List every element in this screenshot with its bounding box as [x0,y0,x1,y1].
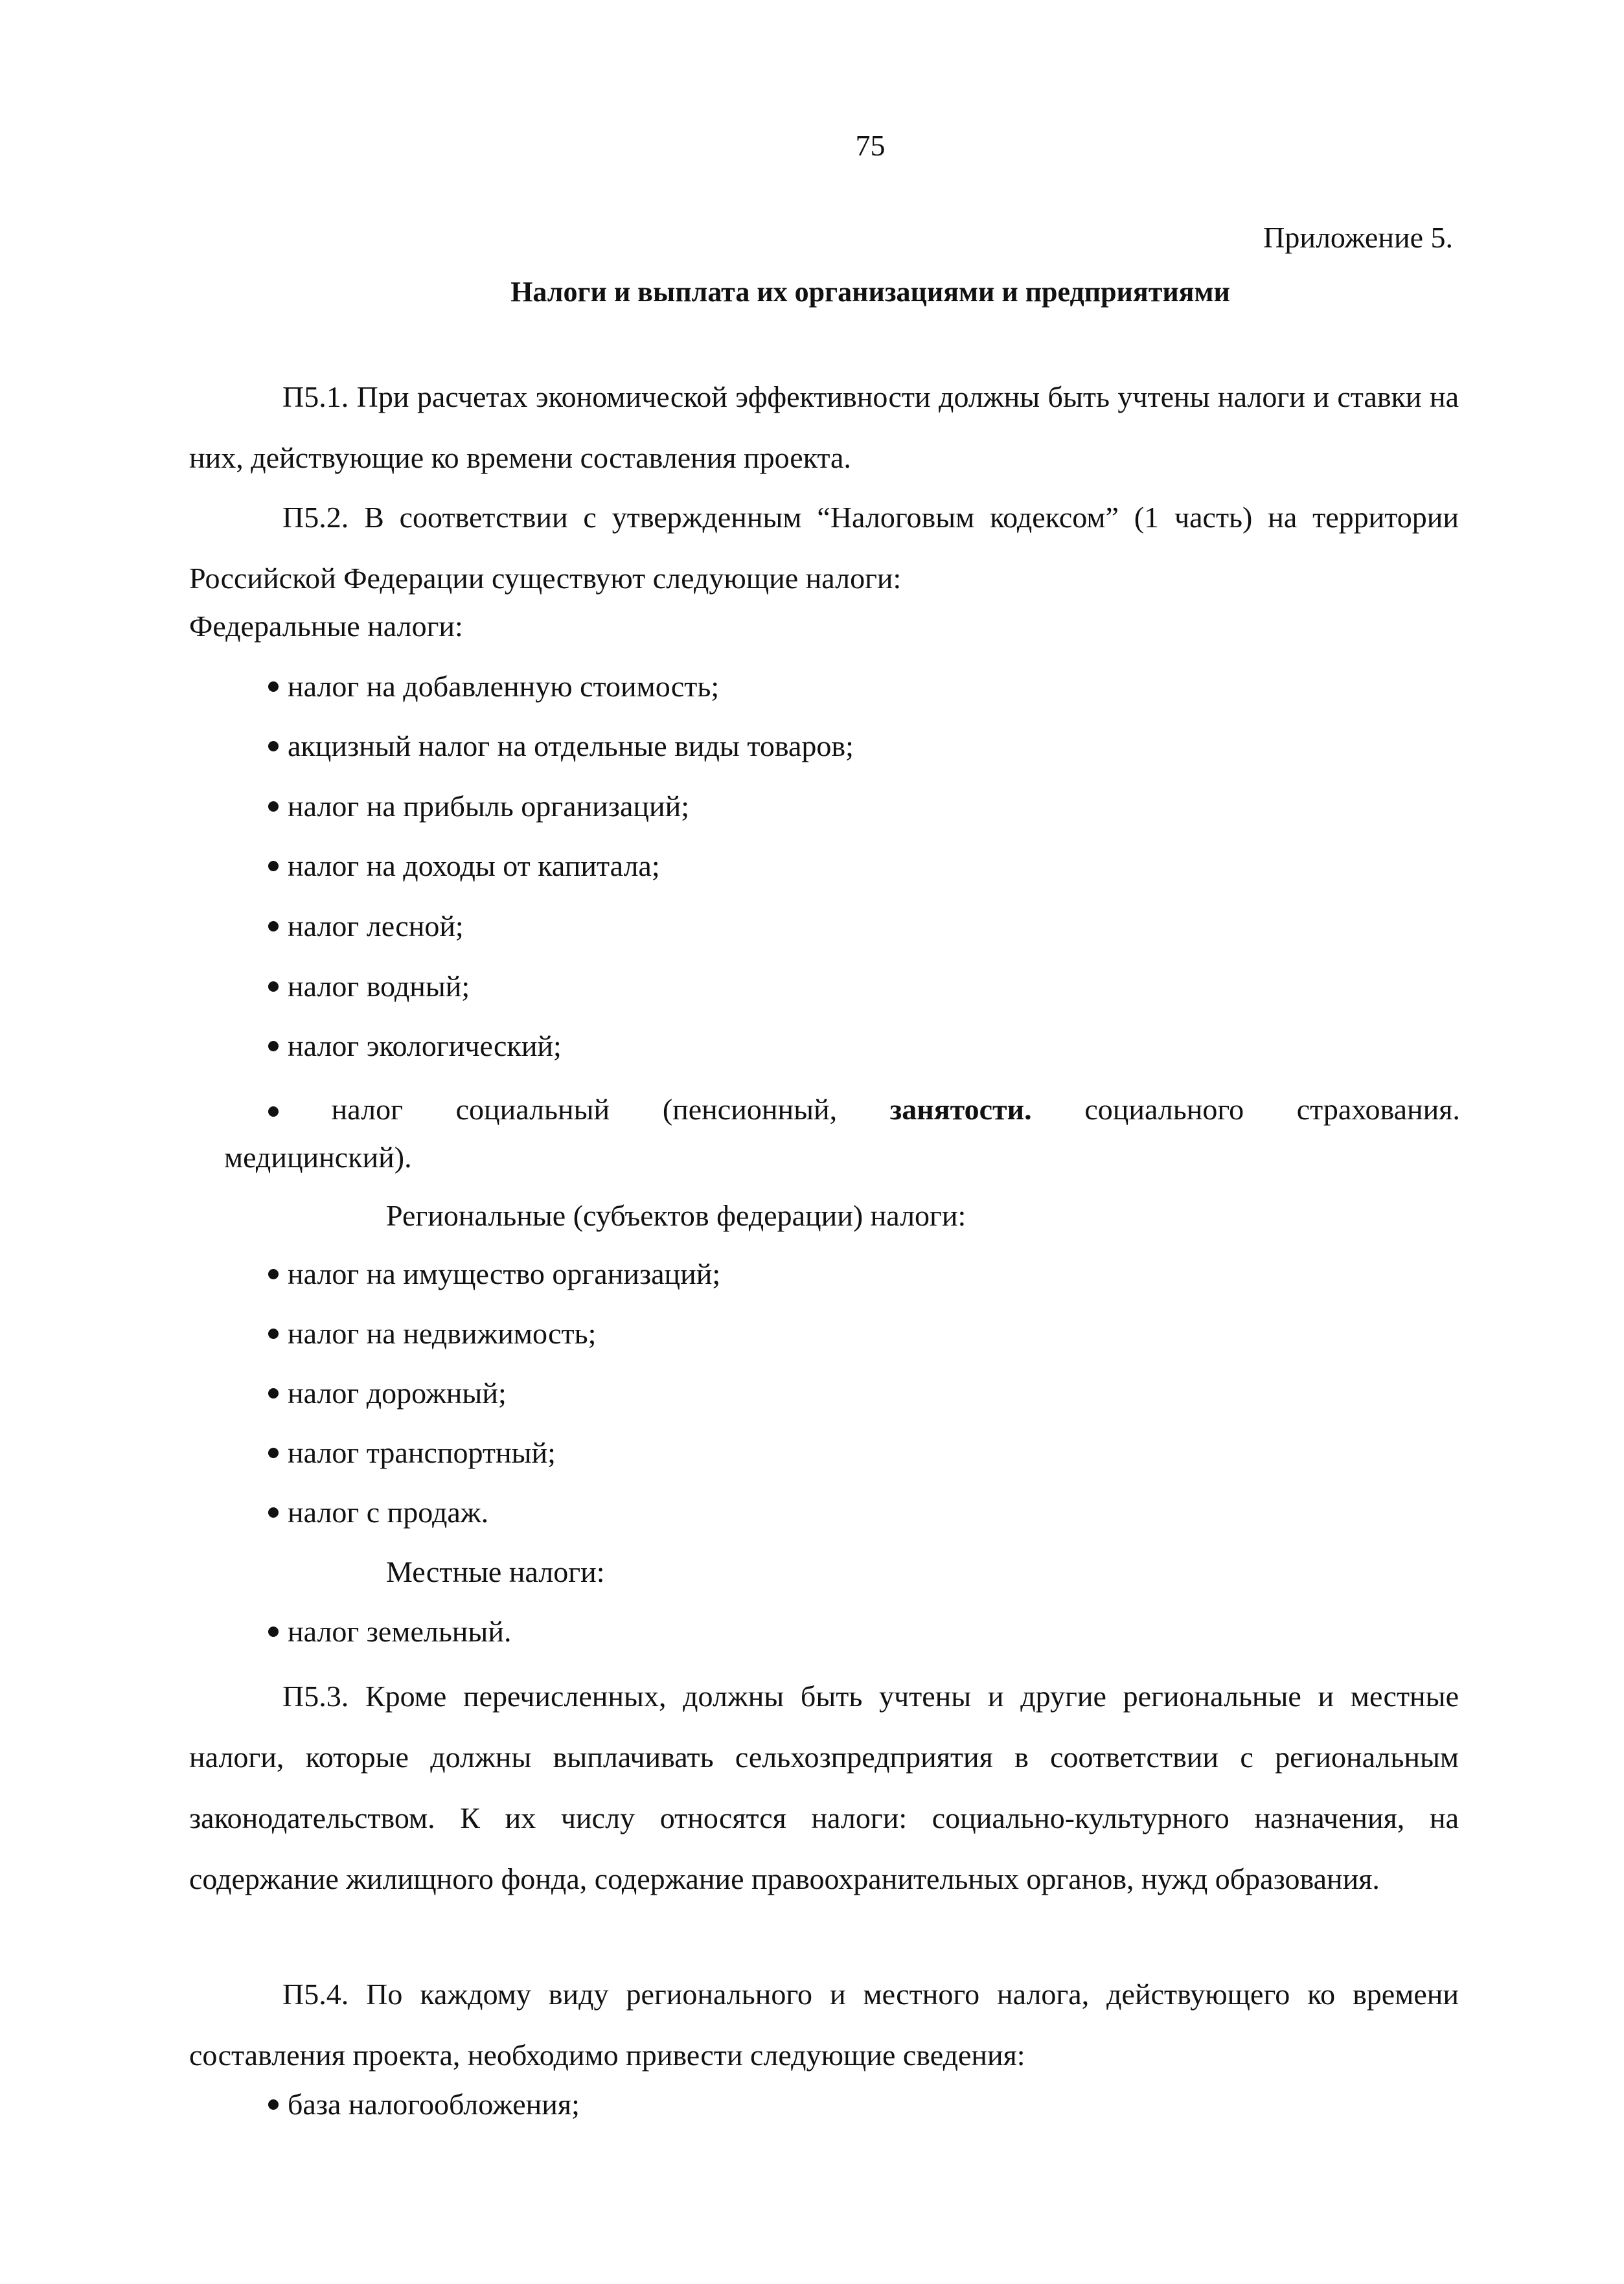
bullet-icon [268,1448,279,1458]
bullet-icon [268,1388,279,1399]
list-item: налог транспортный; [268,1435,556,1470]
bullet-icon [268,1627,279,1637]
list-item: налог водный; [268,969,470,1003]
list-item-social: налог социальный (пенсионный, занятости. социального страхования. [268,1092,1460,1126]
list-item: налог земельный. [268,1614,511,1649]
bullet-icon [268,1269,279,1279]
list-item: налог на недвижимость; [268,1316,596,1351]
bullet-icon [268,981,279,992]
paragraph-p5-4 [189,1964,1459,2086]
bullet-icon [268,921,279,931]
paragraph-p5-1-text: П5.1. При расчетах экономической эффективности должны быть учтены налоги и ставки на них, действующие ко времени составления проекта. [189,380,1459,474]
paragraph-p5-1 [189,367,1459,488]
regional-heading: Региональные (субъектов федерации) налоги: [386,1199,966,1232]
paragraph-p5-2-text: П5.2. В соответствии с утвержденным “Налоговым кодексом” (1 часть) на территории Российской Федерации существуют следующие налоги: [189,501,1459,595]
list-item: база налогообложения; [268,2087,580,2121]
list-item: налог на доходы от капитала; [268,849,660,883]
paragraph-p5-4-text: П5.4. По каждому виду регионального и местного налога, действующего ко времени составления проекта, необходимо привести следующие сведения: [189,1978,1459,2072]
bullet-icon [268,1106,279,1117]
bullet-icon [268,681,279,692]
page-number: 75 [855,129,886,162]
list-item: налог на имущество организаций; [268,1257,720,1291]
paragraph-p5-2 [189,487,1459,609]
list-item: налог на прибыль организаций; [268,789,689,823]
list-item: налог экологический; [268,1029,562,1063]
paragraph-p5-3-text: П5.3. Кроме перечисленных, должны быть учтены и другие региональные и местные налоги, которые должны выплачивать сельхозпредприятия в соответствии с региональным законодательством. К их числу относятся налоги: социально-культурного назначения, на содержание жилищного фонда, содержание правоохранительных органов, нужд образования. [189,1680,1459,1895]
bullet-icon [268,1329,279,1339]
bullet-icon [268,2099,279,2110]
bullet-icon [268,861,279,871]
bullet-icon [268,801,279,812]
list-item: налог дорожный; [268,1376,507,1410]
list-item: акцизный налог на отдельные виды товаров; [268,729,854,763]
federal-heading: Федеральные налоги: [189,610,463,643]
section-title: Налоги и выплата их организациями и предприятиями [510,276,1230,308]
list-item: налог с продаж. [268,1495,488,1529]
paragraph-p5-3 [189,1666,1459,1910]
appendix-label: Приложение 5. [1263,221,1453,254]
bullet-icon [268,1507,279,1518]
bullet-icon [268,1041,279,1051]
list-item: налог лесной; [268,909,464,943]
bullet-icon [268,741,279,751]
list-item-continuation: медицинский). [224,1141,412,1174]
local-heading: Местные налоги: [386,1555,605,1588]
list-item: налог на добавленную стоимость; [268,669,719,703]
